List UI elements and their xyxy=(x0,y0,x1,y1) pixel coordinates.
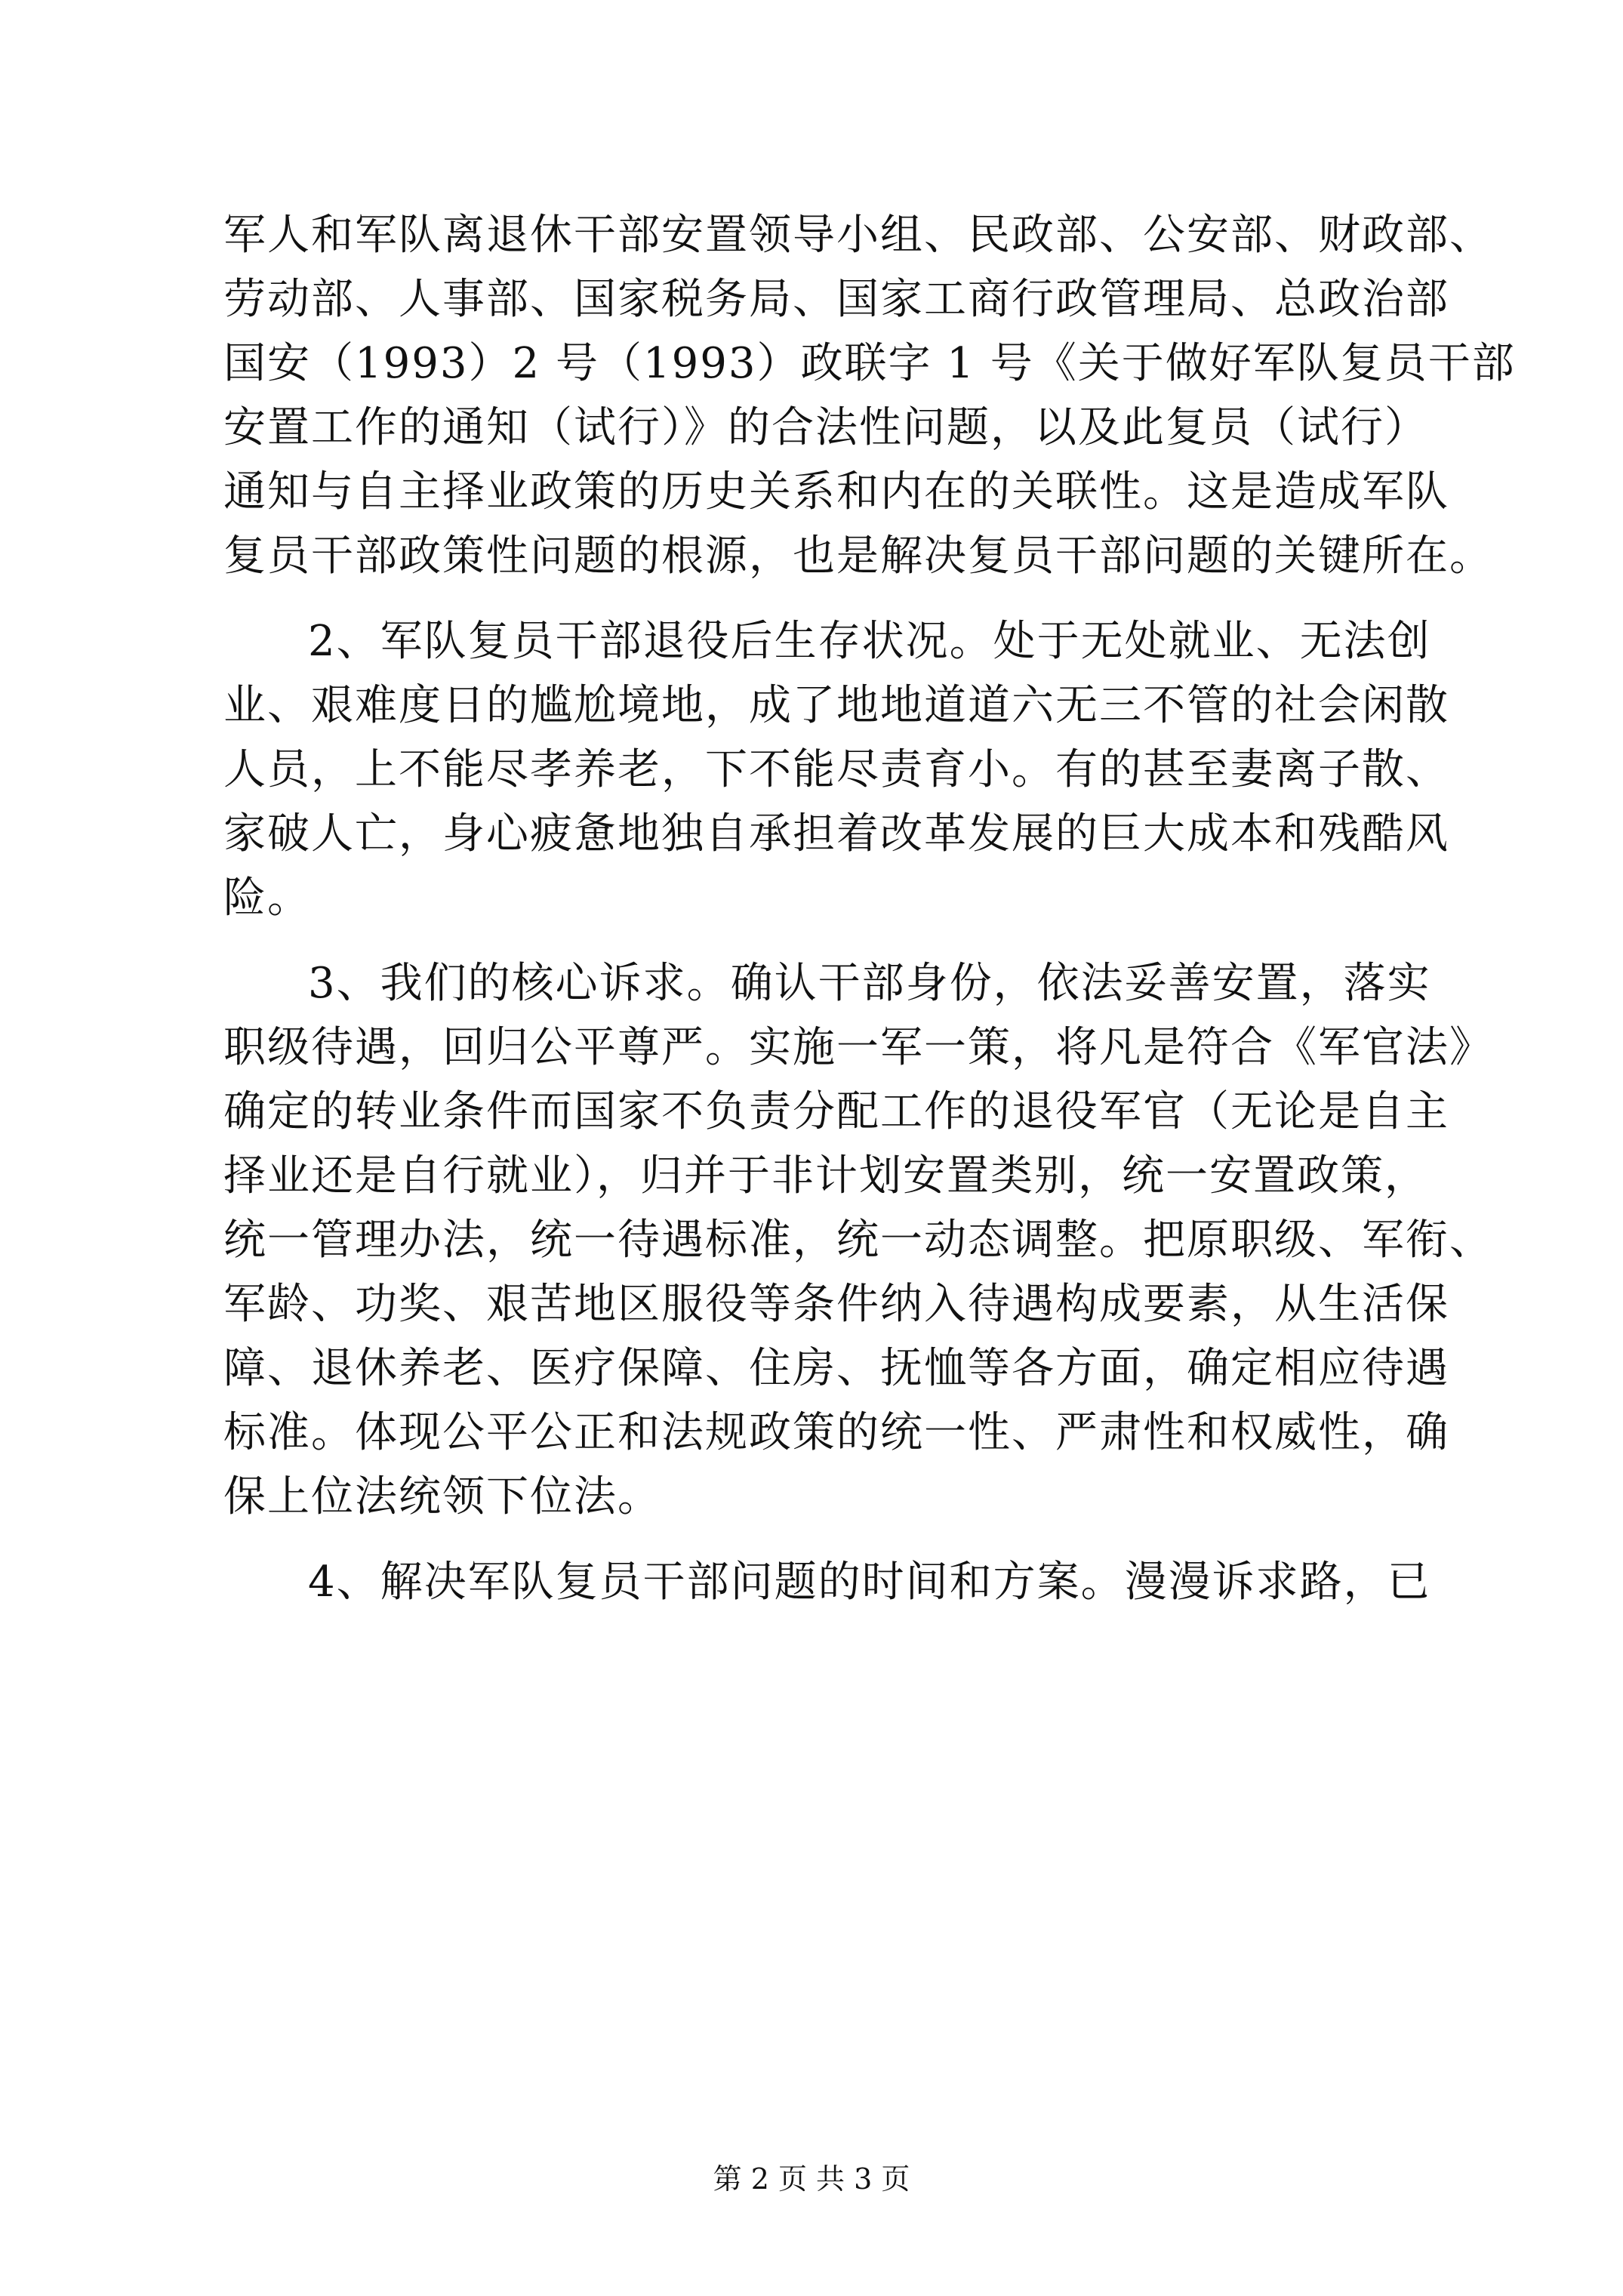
paragraph-4-first-line: 4、解决军队复员干部问题的时间和方案。漫漫诉求路，已 xyxy=(308,1558,1431,1607)
text-line: 军龄、功奖、艰苦地区服役等条件纳入待遇构成要素，从生活保 xyxy=(223,1280,1449,1329)
paragraph-2-first-line: 2、军队复员干部退役后生存状况。处于无处就业、无法创 xyxy=(308,617,1431,666)
text-line: 复员干部政策性问题的根源，也是解决复员干部问题的关键所在。 xyxy=(223,532,1493,581)
text-line: 通知与自主择业政策的历史关系和内在的关联性。这是造成军队 xyxy=(223,467,1449,516)
text-line: 障、退休养老、医疗保障、住房、抚恤等各方面，确定相应待遇 xyxy=(223,1344,1449,1393)
text-line: 安置工作的通知（试行）》的合法性问题，以及此复员（试行） xyxy=(223,403,1428,452)
paragraph-3-first-line: 3、我们的核心诉求。确认干部身份，依法妥善安置，落实 xyxy=(308,959,1431,1008)
text-line: 军人和军队离退休干部安置领导小组、民政部、公安部、财政部、 xyxy=(223,211,1493,260)
page-number-footer: 第 2 页 共 3 页 xyxy=(713,2162,910,2196)
text-line: 职级待遇，回归公平尊严。实施一军一策，将凡是符合《军官法》 xyxy=(223,1023,1493,1072)
text-line: 家破人亡，身心疲惫地独自承担着改革发展的巨大成本和残酷风 xyxy=(223,809,1449,858)
text-line: 劳动部、人事部、国家税务局、国家工商行政管理局、总政治部 xyxy=(223,275,1449,324)
text-line: 确定的转业条件而国家不负责分配工作的退役军官（无论是自主 xyxy=(223,1087,1449,1136)
text-line: 择业还是自行就业），归并于非计划安置类别，统一安置政策， xyxy=(223,1151,1428,1200)
text-line: 国安（1993）2 号（1993）政联字 1 号《关于做好军队复员干部 xyxy=(223,339,1516,388)
text-line: 保上位法统领下位法。 xyxy=(223,1472,661,1521)
text-line: 险。 xyxy=(223,874,311,923)
text-line: 标准。体现公平公正和法规政策的统一性、严肃性和权威性，确 xyxy=(223,1408,1449,1457)
text-line: 统一管理办法，统一待遇标准，统一动态调整。把原职级、军衔、 xyxy=(223,1216,1493,1265)
text-line: 业、艰难度日的尴尬境地，成了地地道道六无三不管的社会闲散 xyxy=(223,681,1449,730)
text-line: 人员，上不能尽孝养老，下不能尽责育小。有的甚至妻离子散、 xyxy=(223,745,1449,794)
